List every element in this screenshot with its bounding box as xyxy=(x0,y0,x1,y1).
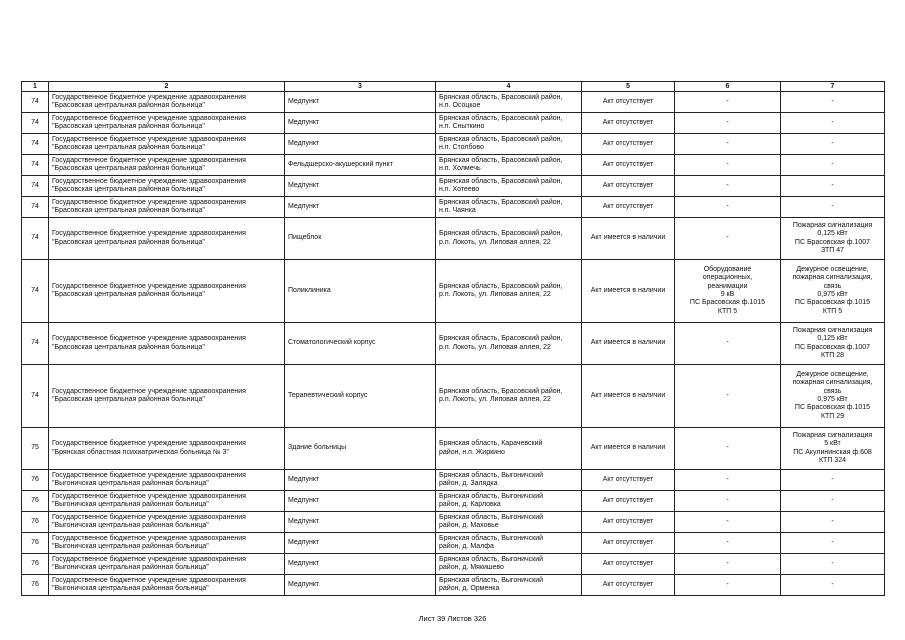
facility-name: Терапевтический корпус xyxy=(285,365,436,428)
organization-name: Государственное бюджетное учреждение здравоохранения "Выгоничская центральная районная больница" xyxy=(49,491,285,512)
row-number: 74 xyxy=(22,176,49,197)
act-status: Акт отсутствует xyxy=(582,512,675,533)
column-header: 4 xyxy=(436,82,582,92)
organization-name: Государственное бюджетное учреждение здравоохранения "Брасовская центральная районная больница" xyxy=(49,218,285,260)
column-header: 7 xyxy=(781,82,885,92)
table-row xyxy=(22,365,885,428)
table-row xyxy=(22,533,885,554)
table-row xyxy=(22,323,885,365)
act-status: Акт имеется в наличии xyxy=(582,218,675,260)
emergency-power-info: - xyxy=(781,491,885,512)
act-status: Акт отсутствует xyxy=(582,197,675,218)
table-row xyxy=(22,134,885,155)
emergency-power-info: Пожарная сигнализация 0,125 кВт ПС Брасовская ф.1007 КТП 28 xyxy=(781,323,885,365)
emergency-power-info: - xyxy=(781,176,885,197)
organization-name: Государственное бюджетное учреждение здравоохранения "Брасовская центральная районная больница" xyxy=(49,155,285,176)
act-status: Акт отсутствует xyxy=(582,134,675,155)
power-reserve-info: - xyxy=(675,554,781,575)
row-number: 76 xyxy=(22,533,49,554)
facility-address: Брянская область, Брасовский район, р.п. Локоть, ул. Липовая аллея, 22 xyxy=(436,365,582,428)
table-row xyxy=(22,428,885,470)
table-row xyxy=(22,512,885,533)
row-number: 74 xyxy=(22,113,49,134)
act-status: Акт отсутствует xyxy=(582,113,675,134)
power-reserve-info: - xyxy=(675,155,781,176)
act-status: Акт имеется в наличии xyxy=(582,365,675,428)
table-row xyxy=(22,155,885,176)
facility-name: Пищеблок xyxy=(285,218,436,260)
power-reserve-info: - xyxy=(675,470,781,491)
facility-address: Брянская область, Выгоничский район, д. Маховье xyxy=(436,512,582,533)
emergency-power-info: - xyxy=(781,512,885,533)
facility-name: Медпункт xyxy=(285,491,436,512)
organization-name: Государственное бюджетное учреждение здравоохранения "Брасовская центральная районная больница" xyxy=(49,176,285,197)
organization-name: Государственное бюджетное учреждение здравоохранения "Выгоничская центральная районная больница" xyxy=(49,575,285,596)
table-row xyxy=(22,470,885,491)
power-reserve-info: - xyxy=(675,323,781,365)
facility-name: Поликлиника xyxy=(285,260,436,323)
power-reserve-info: - xyxy=(675,533,781,554)
facility-address: Брянская область, Брасовский район, р.п. Локоть, ул. Липовая аллея, 22 xyxy=(436,260,582,323)
facility-name: Медпункт xyxy=(285,470,436,491)
power-reserve-info: - xyxy=(675,512,781,533)
table-row xyxy=(22,491,885,512)
row-number: 74 xyxy=(22,197,49,218)
facility-name: Медпункт xyxy=(285,113,436,134)
table-row xyxy=(22,92,885,113)
facility-address: Брянская область, Брасовский район, н.п. Сныткино xyxy=(436,113,582,134)
emergency-power-info: Пожарная сигнализация 0,125 кВт ПС Брасовская ф.1007 ЗТП 47 xyxy=(781,218,885,260)
row-number: 76 xyxy=(22,554,49,575)
table-row xyxy=(22,176,885,197)
table-row xyxy=(22,197,885,218)
emergency-power-info: Дежурное освещение, пожарная сигнализация, связь 0,975 кВт ПС Брасовская ф.1015 КТП 29 xyxy=(781,365,885,428)
emergency-power-info: - xyxy=(781,533,885,554)
power-reserve-info: Оборудование операционных, реанимации 9 кВ ПС Брасовская ф.1015 КТП 5 xyxy=(675,260,781,323)
row-number: 74 xyxy=(22,365,49,428)
row-number: 74 xyxy=(22,92,49,113)
registry-table xyxy=(21,81,885,596)
facility-address: Брянская область, Брасовский район, р.п. Локоть, ул. Липовая аллея, 22 xyxy=(436,218,582,260)
emergency-power-info: Пожарная сигнализация 5 кВт ПС Акулининская ф.608 КТП 324 xyxy=(781,428,885,470)
facility-name: Медпункт xyxy=(285,554,436,575)
organization-name: Государственное бюджетное учреждение здравоохранения "Брасовская центральная районная больница" xyxy=(49,197,285,218)
organization-name: Государственное бюджетное учреждение здравоохранения "Брянская областная психиатрическая больница № 3" xyxy=(49,428,285,470)
emergency-power-info: - xyxy=(781,197,885,218)
emergency-power-info: - xyxy=(781,92,885,113)
row-number: 74 xyxy=(22,218,49,260)
act-status: Акт отсутствует xyxy=(582,491,675,512)
column-header: 1 xyxy=(22,82,49,92)
act-status: Акт отсутствует xyxy=(582,155,675,176)
facility-name: Медпункт xyxy=(285,197,436,218)
facility-address: Брянская область, Брасовский район, н.п. Столбово xyxy=(436,134,582,155)
facility-name: Фельдшерско-акушерский пункт xyxy=(285,155,436,176)
facility-address: Брянская область, Выгоничский район, д. Орменка xyxy=(436,575,582,596)
row-number: 74 xyxy=(22,134,49,155)
emergency-power-info: - xyxy=(781,575,885,596)
row-number: 76 xyxy=(22,491,49,512)
organization-name: Государственное бюджетное учреждение здравоохранения "Выгоничская центральная районная больница" xyxy=(49,533,285,554)
act-status: Акт имеется в наличии xyxy=(582,323,675,365)
row-number: 76 xyxy=(22,575,49,596)
organization-name: Государственное бюджетное учреждение здравоохранения "Выгоничская центральная районная больница" xyxy=(49,470,285,491)
row-number: 76 xyxy=(22,512,49,533)
organization-name: Государственное бюджетное учреждение здравоохранения "Брасовская центральная районная больница" xyxy=(49,323,285,365)
row-number: 76 xyxy=(22,470,49,491)
facility-address: Брянская область, Брасовский район, н.п. Чаянка xyxy=(436,197,582,218)
row-number: 74 xyxy=(22,155,49,176)
table-row xyxy=(22,575,885,596)
organization-name: Государственное бюджетное учреждение здравоохранения "Брасовская центральная районная больница" xyxy=(49,260,285,323)
facility-name: Здание больницы xyxy=(285,428,436,470)
act-status: Акт отсутствует xyxy=(582,575,675,596)
power-reserve-info: - xyxy=(675,365,781,428)
column-header: 2 xyxy=(49,82,285,92)
act-status: Акт имеется в наличии xyxy=(582,428,675,470)
table-row xyxy=(22,554,885,575)
page-counter: Лист 39 Листов 326 xyxy=(418,614,487,623)
facility-address: Брянская область, Выгоничский район, д. Карловка xyxy=(436,491,582,512)
facility-address: Брянская область, Выгоничский район, д. Мякишево xyxy=(436,554,582,575)
power-reserve-info: - xyxy=(675,575,781,596)
emergency-power-info: Дежурное освещение, пожарная сигнализация, связь 0,975 кВт ПС Брасовская ф.1015 КТП 5 xyxy=(781,260,885,323)
table-row xyxy=(22,113,885,134)
act-status: Акт отсутствует xyxy=(582,470,675,491)
row-number: 74 xyxy=(22,323,49,365)
facility-name: Медпункт xyxy=(285,575,436,596)
power-reserve-info: - xyxy=(675,491,781,512)
act-status: Акт отсутствует xyxy=(582,554,675,575)
facility-address: Брянская область, Выгоничский район, д. Малфа xyxy=(436,533,582,554)
power-reserve-info: - xyxy=(675,113,781,134)
emergency-power-info: - xyxy=(781,470,885,491)
emergency-power-info: - xyxy=(781,113,885,134)
facility-name: Медпункт xyxy=(285,512,436,533)
table-row xyxy=(22,260,885,323)
facility-address: Брянская область, Брасовский район, н.п. Осоцкое xyxy=(436,92,582,113)
organization-name: Государственное бюджетное учреждение здравоохранения "Брасовская центральная районная больница" xyxy=(49,365,285,428)
power-reserve-info: - xyxy=(675,92,781,113)
facility-name: Медпункт xyxy=(285,533,436,554)
column-header: 6 xyxy=(675,82,781,92)
header-row xyxy=(22,82,885,92)
row-number: 75 xyxy=(22,428,49,470)
act-status: Акт отсутствует xyxy=(582,92,675,113)
facility-address: Брянская область, Карачевский район, н.п. Жиркино xyxy=(436,428,582,470)
emergency-power-info: - xyxy=(781,155,885,176)
organization-name: Государственное бюджетное учреждение здравоохранения "Выгоничская центральная районная больница" xyxy=(49,554,285,575)
facility-name: Медпункт xyxy=(285,134,436,155)
facility-name: Медпункт xyxy=(285,92,436,113)
facility-name: Стоматологический корпус xyxy=(285,323,436,365)
power-reserve-info: - xyxy=(675,428,781,470)
organization-name: Государственное бюджетное учреждение здравоохранения "Брасовская центральная районная больница" xyxy=(49,113,285,134)
facility-address: Брянская область, Брасовский район, н.п. Холмечь xyxy=(436,155,582,176)
column-header: 3 xyxy=(285,82,436,92)
organization-name: Государственное бюджетное учреждение здравоохранения "Брасовская центральная районная больница" xyxy=(49,134,285,155)
power-reserve-info: - xyxy=(675,218,781,260)
act-status: Акт отсутствует xyxy=(582,533,675,554)
table-row xyxy=(22,218,885,260)
row-number: 74 xyxy=(22,260,49,323)
emergency-power-info: - xyxy=(781,554,885,575)
organization-name: Государственное бюджетное учреждение здравоохранения "Брасовская центральная районная больница" xyxy=(49,92,285,113)
facility-address: Брянская область, Выгоничский район, д. Залядка xyxy=(436,470,582,491)
facility-address: Брянская область, Брасовский район, н.п. Хотеево xyxy=(436,176,582,197)
organization-name: Государственное бюджетное учреждение здравоохранения "Выгоничская центральная районная больница" xyxy=(49,512,285,533)
power-reserve-info: - xyxy=(675,176,781,197)
column-header: 5 xyxy=(582,82,675,92)
power-reserve-info: - xyxy=(675,197,781,218)
act-status: Акт отсутствует xyxy=(582,176,675,197)
act-status: Акт имеется в наличии xyxy=(582,260,675,323)
emergency-power-info: - xyxy=(781,134,885,155)
facility-name: Медпункт xyxy=(285,176,436,197)
facility-address: Брянская область, Брасовский район, р.п. Локоть, ул. Липовая аллея, 22 xyxy=(436,323,582,365)
power-reserve-info: - xyxy=(675,134,781,155)
